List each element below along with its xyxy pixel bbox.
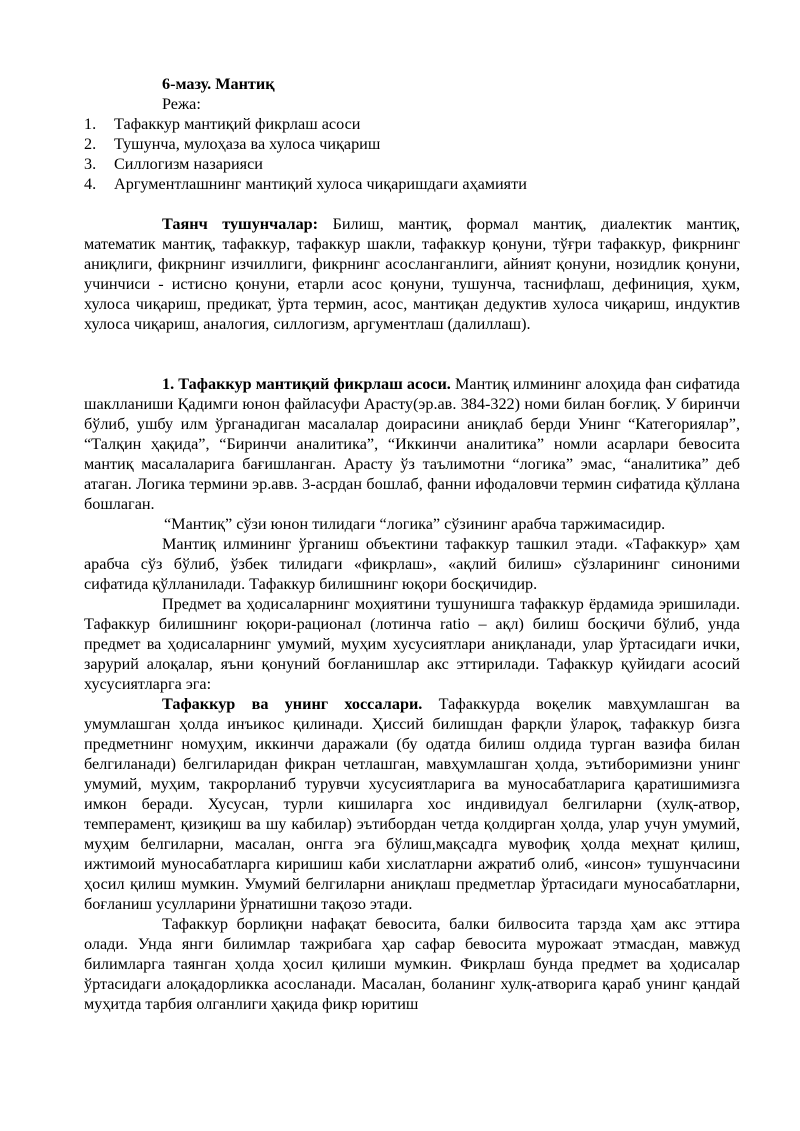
spacer [84, 194, 740, 214]
plan-item-text: Тушунча, мулоҳаза ва хулоса чиқариш [114, 135, 381, 153]
spacer [84, 354, 740, 374]
plan-item [84, 154, 740, 174]
key-terms-label: Таянч тушунчалар: [162, 215, 319, 233]
plan-item-number: 3. [84, 155, 97, 173]
paragraph-essence: Предмет ва ҳодисаларнинг моҳиятини тушунишга тафаккур ёрдамида эришилади. Тафаккур билишнинг юқори-рационал (лотинча ratio – ақл) билиш босқичи бўлиб, унда предмет ва ҳодисаларнинг умумий, муҳим хусусиятлари аниқланади, улар ўртасидаги ички, зарурий алоқалар, яъни қонуний боғланишлар акс эттирилади. Тафаккур қуйидаги асосий хусусиятларга эга: [84, 595, 740, 693]
paragraph-mantiq-word: “Мантиқ” сўзи юнон тилидаги “логика” сўзининг арабча таржимасидир. [164, 515, 666, 533]
section-1-heading: 1. Тафаккур мантиқий фикрлаш асоси. [162, 375, 451, 393]
plan-item-number: 2. [84, 135, 97, 153]
plan-item-text: Тафаккур мантиқий фикрлаш асоси [114, 115, 361, 133]
plan-item-text: Силлогизм назарияси [114, 155, 263, 173]
plan-list [84, 114, 740, 194]
plan-heading: Режа: [162, 95, 201, 113]
page-title: 6-мазу. Мантиқ [162, 75, 275, 93]
features-paragraph [84, 694, 740, 914]
features-text: Тафаккурда воқелик мавҳумлашган ва умумлашган ҳолда инъикос қилинади. Ҳиссий билишдан фарқли ўлароқ, тафаккур бизга предметнинг номуҳим, иккинчи даражали (бу одатда билиш олдида турган вазифа билан белгиланади) белгиларидан фикран четлашган, мавҳумлашган ҳолда, эътиборимизни унинг умумий, муҳим, такрорланиб турувчи хусусиятларига ва муносабатларига қаратишимизга имкон беради. Хусусан, турли кишиларга хос индивидуал белгиларни (хулқ-атвор, темперамент, қизиқиш ва шу кабилар) эътибордан четда қолдирган ҳолда, улар учун умумий, муҳим белгиларни, масалан, онгга эга бўлиш,мақсадга мувофиқ ҳолда меҳнат қилиш, ижтимоий муносабатларга киришиш каби хислатларни ажратиб олиб, «инсон» тушунчасини ҳосил қилиш мумкин. Умумий белгиларни аниқлаш предметлар ўртасидаги муносабатларни, боғланиш усулларини ўрнатишни тақозо этади. [84, 695, 740, 913]
paragraph-indirect: Тафаккур борлиқни нафақат бевосита, балки билвосита тарзда ҳам акс эттира олади. Унда янги билимлар тажрибага ҳар сафар бевосита мурожаат этмасдан, мавжуд билимларга таянган ҳолда ҳосил қилиши мумкин. Фикрлаш бунда предмет ва ҳодисалар ўртасидаги алоқадорликка асосланади. Масалан, боланинг хулқ-атворига қараб унинг қандай муҳитда тарбия олганлиги ҳақида фикр юритиш [84, 915, 740, 1013]
spacer [84, 334, 740, 354]
plan-item [84, 134, 740, 154]
section-1-text: Мантиқ илмининг алоҳида фан сифатида шаклланиши Қадимги юнон файласуфи Арасту(эр.ав. 384-322) номи билан боғлиқ. У биринчи бўлиб, ушбу илм ўрганадиган масалалар доирасини аниқлаб берди Унинг “Категориялар”, “Талқин ҳақида”, “Биринчи аналитика”, “Иккинчи аналитика” номли асарлари бевосита мантиқ масалаларига бағишланган. Арасту ўз таълимотни “логика” эмас, “аналитика” деб атаган. Логика термини эр.авв. 3-асрдан бошлаб, фанни ифодаловчи термин сифатида қўллана бошлаган. [84, 375, 740, 513]
key-terms-text: Билиш, мантиқ, формал мантиқ, диалектик мантиқ, математик мантиқ, тафаккур, тафаккур шакли, тафаккур қонуни, тўғри тафаккур, фикрнинг аниқлиги, фикрнинг изчиллиги, фикрнинг асосланганлиги, айният қонуни, нозидлик қонуни, учинчиси - истисно қонуни, етарли асос қонуни, тушунча, таснифлаш, дефиниция, ҳукм, хулоса чиқариш, предикат, ўрта термин, асос, мантиқан дедуктив хулоса чиқариш, индуктив хулоса чиқариш, аналогия, силлогизм, аргументлаш (далиллаш). [84, 215, 740, 333]
plan-item-number: 1. [84, 115, 97, 133]
plan-item-number: 4. [84, 175, 97, 193]
paragraph-object: Мантиқ илмининг ўрганиш объектини тафаккур ташкил этади. «Тафаккур» ҳам арабча сўз бўлиб, ўзбек тилидаги «фикрлаш», «ақлий билиш» сўзларининг синоними сифатида қўлланилади. Тафаккур билишнинг юқори босқичидир. [84, 535, 740, 593]
section-1-paragraph [84, 374, 740, 514]
plan-item [84, 114, 740, 134]
features-label: Тафаккур ва унинг хоссалари. [162, 695, 423, 713]
plan-item [84, 174, 740, 194]
plan-item-text: Аргументлашнинг мантиқий хулоса чиқаришдаги аҳамияти [114, 175, 527, 193]
key-terms-paragraph [84, 214, 740, 334]
